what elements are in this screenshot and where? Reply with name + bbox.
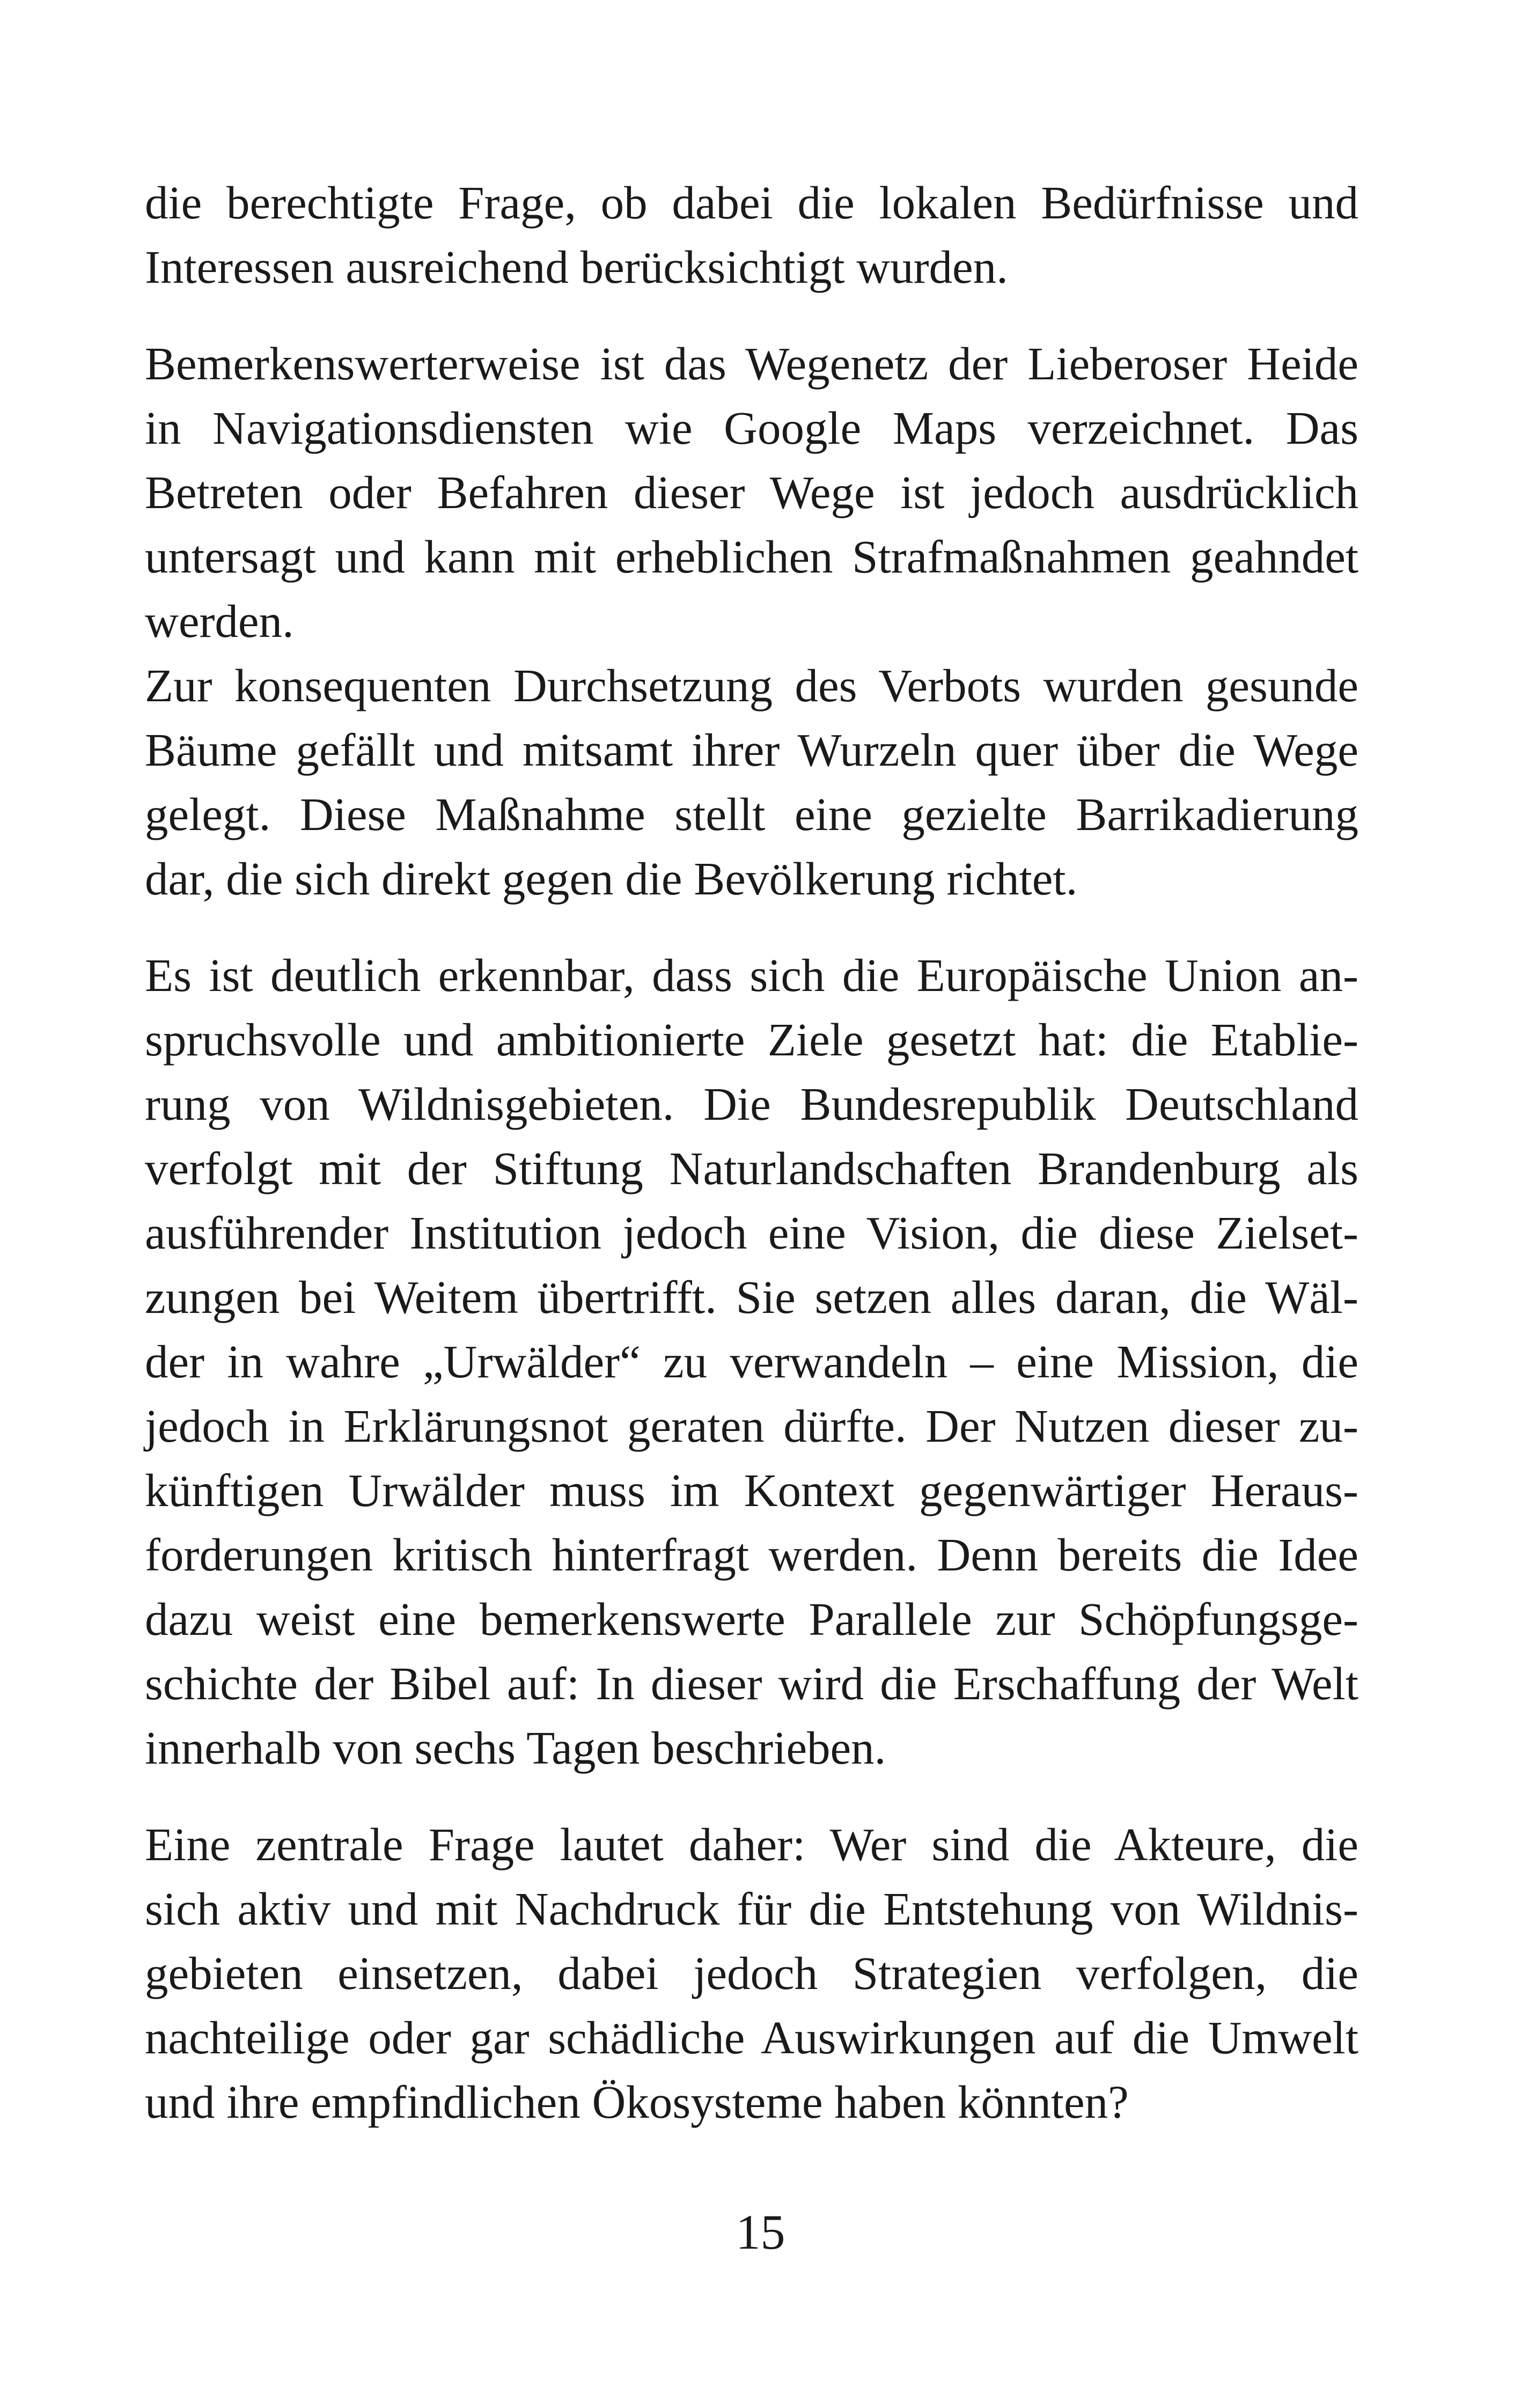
text-line: dar, die sich direkt gegen die Bevölkerung richtet. <box>145 853 1078 905</box>
paragraph-1 <box>145 171 1358 299</box>
text-line: rung von Wildnisgebieten. Die Bundesrepublik Deutschland <box>145 1078 1358 1130</box>
text-line: Bäume gefällt und mitsamt ihrer Wurzeln quer über die Wege <box>145 724 1358 776</box>
text-line: Betreten oder Befahren dieser Wege ist jedoch ausdrücklich <box>145 466 1358 518</box>
text-line: Eine zentrale Frage lautet daher: Wer sind die Akteure, die <box>145 1818 1358 1870</box>
text-line: dazu weist eine bemerkenswerte Parallele zur Schöpfungsge- <box>145 1593 1358 1645</box>
text-line: künftigen Urwälder muss im Kontext gegenwärtiger Heraus- <box>145 1464 1358 1516</box>
text-line: jedoch in Erklärungsnot geraten dürfte. Der Nutzen dieser zu- <box>145 1400 1358 1452</box>
paragraph-3 <box>145 654 1358 911</box>
text-line: ausführender Institution jedoch eine Vision, die diese Zielset- <box>145 1207 1358 1259</box>
text-line: Es ist deutlich erkennbar, dass sich die Europäische Union an- <box>145 949 1358 1001</box>
text-line: innerhalb von sechs Tagen beschrieben. <box>145 1722 886 1774</box>
text-line: die berechtigte Frage, ob dabei die lokalen Bedürfnisse und <box>145 177 1358 229</box>
page-body-text <box>145 171 1358 2134</box>
text-line: verfolgt mit der Stiftung Naturlandschaften Brandenburg als <box>145 1142 1358 1194</box>
page-number: 15 <box>736 2205 785 2259</box>
text-line: werden. <box>145 595 294 647</box>
text-line: Zur konsequenten Durchsetzung des Verbots wurden gesunde <box>145 659 1358 711</box>
text-line: der in wahre „Urwälder“ zu verwandeln – eine Mission, die <box>145 1335 1358 1387</box>
paragraph-4 <box>145 943 1358 1780</box>
paragraph-5 <box>145 1812 1358 2134</box>
text-line: gelegt. Diese Maßnahme stellt eine gezielte Barrikadierung <box>145 788 1358 840</box>
text-line: schichte der Bibel auf: In dieser wird die Erschaffung der Welt <box>145 1657 1358 1709</box>
text-line: nachteilige oder gar schädliche Auswirkungen auf die Umwelt <box>145 2011 1358 2064</box>
paragraph-2 <box>145 332 1358 654</box>
text-line: Interessen ausreichend berücksichtigt wurden. <box>145 241 1008 293</box>
text-line: untersagt und kann mit erheblichen Strafmaßnahmen geahndet <box>145 531 1358 583</box>
text-line: forderungen kritisch hinterfragt werden. Denn bereits die Idee <box>145 1529 1358 1581</box>
text-line: gebieten einsetzen, dabei jedoch Strategien verfolgen, die <box>145 1947 1358 1999</box>
text-line: spruchsvolle und ambitionierte Ziele gesetzt hat: die Etablie- <box>145 1014 1358 1066</box>
text-line: zungen bei Weitem übertrifft. Sie setzen alles daran, die Wäl- <box>145 1271 1358 1323</box>
text-line: Bemerkenswerterweise ist das Wegenetz der Lieberoser Heide <box>145 337 1358 390</box>
text-line: sich aktiv und mit Nachdruck für die Entstehung von Wildnis- <box>145 1883 1358 1935</box>
text-line: und ihre empfindlichen Ökosysteme haben könnten? <box>145 2076 1129 2128</box>
text-line: in Navigationsdiensten wie Google Maps verzeichnet. Das <box>145 402 1358 454</box>
